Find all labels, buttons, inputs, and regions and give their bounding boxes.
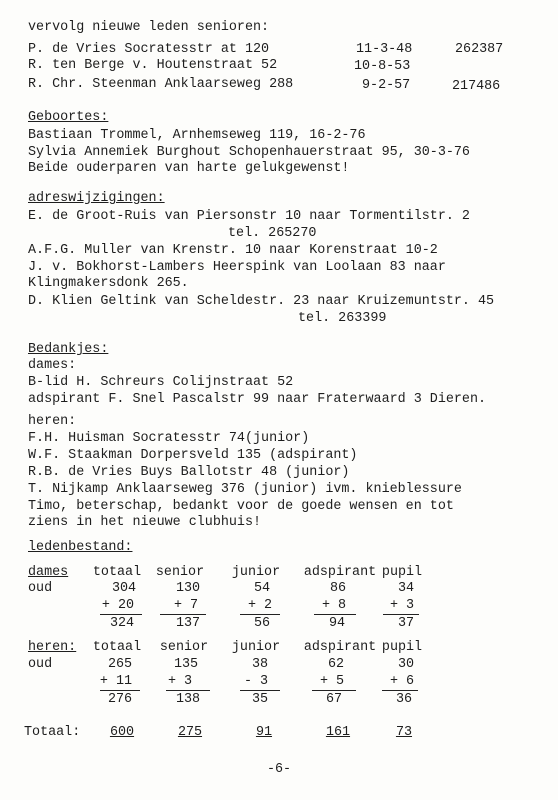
member-date: 10-8-53: [354, 59, 411, 74]
column-header: adspirant: [303, 640, 377, 655]
resignation-line: Timo, beterschap, bedankt voor de goede wensen en tot: [28, 499, 454, 514]
ladies-change-value: + 7: [173, 598, 199, 613]
address-line: tel. 265270: [228, 226, 317, 241]
men-change-value: + 6: [389, 674, 415, 689]
men-old-value: 38: [251, 657, 269, 672]
column-header: totaal: [92, 640, 142, 655]
member-date: 9-2-57: [362, 78, 411, 93]
men-new-value: 138: [175, 692, 201, 707]
ladies-change-value: + 8: [321, 598, 347, 613]
address-line: J. v. Bokhorst-Lambers Heerspink van Loolaan 83 naar: [28, 260, 446, 275]
men-old-value: 62: [327, 657, 345, 672]
men-new-value: 36: [395, 692, 413, 707]
total-value: 73: [395, 725, 413, 740]
column-header: pupil: [381, 565, 423, 580]
ladies-change-value: + 2: [247, 598, 273, 613]
column-header: junior: [231, 640, 281, 655]
sum-line: [383, 614, 419, 615]
address-line: D. Klien Geltink van Scheldestr. 23 naar Kruizemuntstr. 45: [28, 294, 495, 309]
ladies-label: dames:: [28, 358, 77, 373]
column-header: pupil: [381, 640, 423, 655]
total-label: Totaal:: [24, 725, 81, 740]
membership-heading: ledenbestand:: [28, 540, 133, 555]
men-new-value: 67: [325, 692, 343, 707]
men-new-value: 276: [107, 692, 133, 707]
address-line: Klingmakersdonk 265.: [28, 276, 189, 291]
member-tel: 262387: [455, 42, 504, 57]
men-old-value: 265: [107, 657, 133, 672]
resignation-line: T. Nijkamp Anklaarseweg 376 (junior) ivm. knieblessure: [28, 482, 462, 497]
men-label: heren:: [28, 414, 77, 429]
old-label: oud: [28, 581, 53, 596]
total-value: 161: [325, 725, 351, 740]
sum-line: [160, 614, 206, 615]
men-row-label: heren:: [28, 640, 77, 655]
ladies-new-value: 137: [175, 616, 201, 631]
total-value: 275: [177, 725, 203, 740]
men-old-value: 135: [173, 657, 199, 672]
column-header: senior: [159, 640, 209, 655]
page-number: -6-: [266, 762, 292, 777]
column-header: junior: [231, 565, 281, 580]
address-line: tel. 263399: [298, 311, 387, 326]
resignation-line: W.F. Staakman Dorpersveld 135 (adspirant): [28, 448, 358, 463]
member-name: P. de Vries Socratesstr at 120: [28, 42, 270, 57]
ladies-change-value: + 3: [389, 598, 415, 613]
address-line: E. de Groot-Ruis van Piersonstr 10 naar Tormentilstr. 2: [28, 209, 470, 224]
ladies-row-label: dames: [28, 565, 69, 580]
resignation-line: F.H. Huisman Socratesstr 74(junior): [28, 431, 310, 446]
men-change-value: + 5: [319, 674, 345, 689]
address-changes-heading: adreswijzigingen:: [28, 191, 165, 206]
sum-line: [312, 690, 356, 691]
sum-line: [382, 690, 418, 691]
member-tel: 217486: [452, 79, 501, 94]
address-line: A.F.G. Muller van Krenstr. 10 naar Korenstraat 10-2: [28, 243, 438, 258]
men-change-value: + 11: [99, 674, 133, 689]
member-date: 11-3-48: [356, 42, 413, 57]
resignation-line: R.B. de Vries Buys Ballotstr 48 (junior): [28, 465, 350, 480]
birth-line: Sylvia Annemiek Burghout Schopenhauerstraat 95, 30-3-76: [28, 145, 470, 160]
sum-line: [100, 690, 140, 691]
ladies-old-value: 130: [175, 581, 201, 596]
sum-line: [314, 614, 356, 615]
column-header: senior: [155, 565, 205, 580]
births-heading: Geboortes:: [28, 110, 109, 125]
old-label: oud: [28, 657, 53, 672]
men-change-value: - 3: [243, 674, 269, 689]
total-value: 600: [109, 725, 135, 740]
column-header: totaal: [92, 565, 142, 580]
resignation-line: ziens in het nieuwe clubhuis!: [28, 515, 262, 530]
sum-line: [166, 690, 210, 691]
ladies-new-value: 37: [397, 616, 415, 631]
sum-line: [240, 614, 280, 615]
ladies-old-value: 304: [111, 581, 137, 596]
ladies-old-value: 34: [397, 581, 415, 596]
ladies-new-value: 56: [253, 616, 271, 631]
member-name: R. Chr. Steenman Anklaarseweg 288: [28, 77, 294, 92]
sum-line: [100, 614, 142, 615]
ladies-change-value: + 20: [101, 598, 135, 613]
resignations-heading: Bedankjes:: [28, 342, 109, 357]
men-change-value: + 3: [167, 674, 193, 689]
resignation-line: adspirant F. Snel Pascalstr 99 naar Fraterwaard 3 Dieren.: [28, 392, 487, 407]
ladies-old-value: 54: [253, 581, 271, 596]
resignation-line: B-lid H. Schreurs Colijnstraat 52: [28, 375, 294, 390]
ladies-new-value: 324: [109, 616, 135, 631]
men-new-value: 35: [251, 692, 269, 707]
ladies-old-value: 86: [329, 581, 347, 596]
sum-line: [240, 690, 280, 691]
member-name: R. ten Berge v. Houtenstraat 52: [28, 58, 278, 73]
new-members-heading: vervolg nieuwe leden senioren:: [28, 20, 270, 35]
birth-line: Beide ouderparen van harte gelukgewenst!: [28, 161, 350, 176]
ladies-new-value: 94: [328, 616, 346, 631]
total-value: 91: [255, 725, 273, 740]
column-header: adspirant: [303, 565, 377, 580]
men-old-value: 30: [397, 657, 415, 672]
birth-line: Bastiaan Trommel, Arnhemseweg 119, 16-2-76: [28, 128, 366, 143]
